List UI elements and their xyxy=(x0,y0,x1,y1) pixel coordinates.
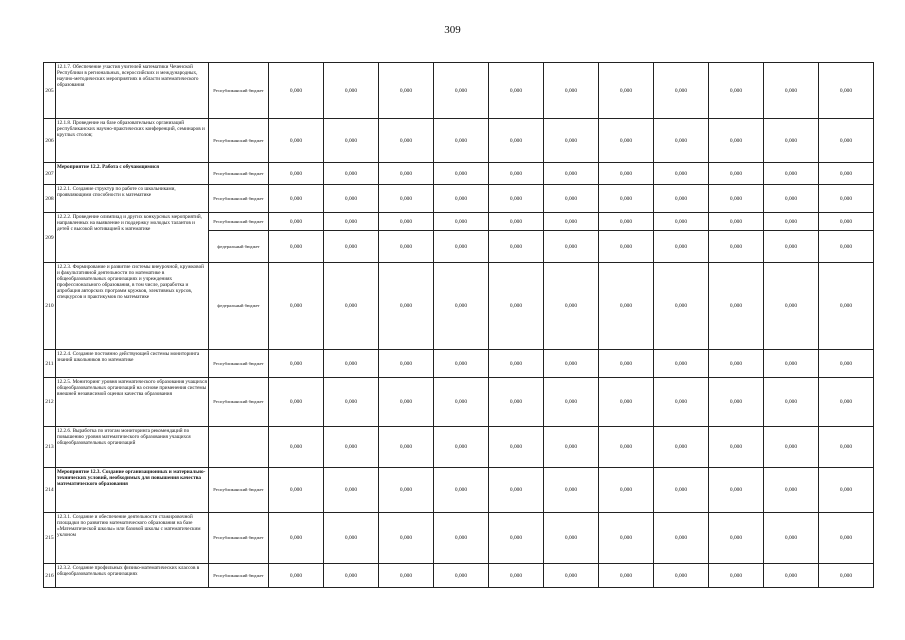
amount-cell: 0,000 xyxy=(434,468,489,513)
amount-cell: 0,000 xyxy=(434,163,489,185)
row-number: 215 xyxy=(44,513,56,564)
amount-cell: 0,000 xyxy=(324,119,379,163)
activity-name: Мероприятие 12.2. Работа с обучающимися xyxy=(56,163,209,185)
amount-cell: 0,000 xyxy=(379,427,434,468)
amount-cell: 0,000 xyxy=(599,513,654,564)
amount-cell: 0,000 xyxy=(819,468,874,513)
amount-cell: 0,000 xyxy=(819,427,874,468)
amount-cell: 0,000 xyxy=(544,427,599,468)
amount-cell: 0,000 xyxy=(324,378,379,427)
amount-cell: 0,000 xyxy=(764,231,819,263)
amount-cell: 0,000 xyxy=(654,231,709,263)
amount-cell: 0,000 xyxy=(819,119,874,163)
activity-name: 12.3.1. Создание и обеспечение деятельности стажировочной площадки по развитию математического образования на базе «Математической школы» или базовой школы с математическим уклоном xyxy=(56,513,209,564)
amount-cell: 0,000 xyxy=(324,185,379,213)
amount-cell: 0,000 xyxy=(324,231,379,263)
amount-cell: 0,000 xyxy=(819,564,874,588)
activity-name: 12.2.2. Проведение олимпиад и других конкурсных мероприятий, направленных на выявление и поддержку молодых талантов и детей с высокой мотивацией к математике xyxy=(56,213,209,263)
amount-cell: 0,000 xyxy=(324,564,379,588)
amount-cell: 0,000 xyxy=(764,263,819,350)
row-number: 206 xyxy=(44,119,56,163)
amount-cell: 0,000 xyxy=(269,119,324,163)
amount-cell: 0,000 xyxy=(654,185,709,213)
page-number: 309 xyxy=(444,24,461,36)
amount-cell: 0,000 xyxy=(489,213,544,231)
amount-cell: 0,000 xyxy=(599,163,654,185)
amount-cell: 0,000 xyxy=(324,427,379,468)
amount-cell: 0,000 xyxy=(379,513,434,564)
amount-cell: 0,000 xyxy=(544,119,599,163)
activity-name: 12.2.4. Создание постоянно действующей системы мониторинга знаний школьников по математике xyxy=(56,350,209,378)
amount-cell: 0,000 xyxy=(269,468,324,513)
funding-source: федеральный бюджет xyxy=(209,263,269,350)
amount-cell: 0,000 xyxy=(654,350,709,378)
amount-cell: 0,000 xyxy=(819,350,874,378)
amount-cell: 0,000 xyxy=(599,427,654,468)
amount-cell: 0,000 xyxy=(379,119,434,163)
table-row xyxy=(44,350,874,378)
amount-cell: 0,000 xyxy=(379,231,434,263)
funding-source: Республиканский бюджет xyxy=(209,513,269,564)
amount-cell: 0,000 xyxy=(654,378,709,427)
amount-cell: 0,000 xyxy=(709,564,764,588)
amount-cell: 0,000 xyxy=(544,185,599,213)
amount-cell: 0,000 xyxy=(654,263,709,350)
amount-cell: 0,000 xyxy=(379,213,434,231)
amount-cell: 0,000 xyxy=(489,468,544,513)
amount-cell: 0,000 xyxy=(819,231,874,263)
amount-cell: 0,000 xyxy=(269,213,324,231)
amount-cell: 0,000 xyxy=(269,564,324,588)
table-row xyxy=(44,468,874,513)
amount-cell: 0,000 xyxy=(489,119,544,163)
amount-cell: 0,000 xyxy=(489,185,544,213)
activity-name: 12.1.7. Обеспечение участия учителей математики Чеченской Республики в региональных, всероссийских и международных, научно-методических мероприятиях в области математического образования xyxy=(56,63,209,119)
amount-cell: 0,000 xyxy=(434,263,489,350)
amount-cell: 0,000 xyxy=(544,63,599,119)
funding-source: Республиканский бюджет xyxy=(209,163,269,185)
amount-cell: 0,000 xyxy=(544,263,599,350)
amount-cell: 0,000 xyxy=(599,185,654,213)
amount-cell: 0,000 xyxy=(544,213,599,231)
amount-cell: 0,000 xyxy=(489,231,544,263)
funding-source: Республиканский бюджет xyxy=(209,213,269,231)
amount-cell: 0,000 xyxy=(324,263,379,350)
amount-cell: 0,000 xyxy=(819,163,874,185)
activity-name: Мероприятие 12.3. Создание организационных и материально-технических условий, необходимых для повышения качества математического образования xyxy=(56,468,209,513)
table-row xyxy=(44,63,874,119)
amount-cell: 0,000 xyxy=(434,231,489,263)
amount-cell: 0,000 xyxy=(489,163,544,185)
amount-cell: 0,000 xyxy=(599,350,654,378)
amount-cell: 0,000 xyxy=(654,513,709,564)
amount-cell: 0,000 xyxy=(819,513,874,564)
funding-source: Республиканский бюджет xyxy=(209,185,269,213)
amount-cell: 0,000 xyxy=(709,231,764,263)
funding-source: Республиканский бюджет xyxy=(209,564,269,588)
row-number: 211 xyxy=(44,350,56,378)
amount-cell: 0,000 xyxy=(764,427,819,468)
amount-cell: 0,000 xyxy=(819,213,874,231)
amount-cell: 0,000 xyxy=(269,63,324,119)
amount-cell: 0,000 xyxy=(709,63,764,119)
funding-source: Республиканский бюджет xyxy=(209,468,269,513)
amount-cell: 0,000 xyxy=(709,213,764,231)
amount-cell: 0,000 xyxy=(764,119,819,163)
table-row xyxy=(44,427,874,468)
row-number: 216 xyxy=(44,564,56,588)
amount-cell: 0,000 xyxy=(379,468,434,513)
amount-cell: 0,000 xyxy=(489,378,544,427)
amount-cell: 0,000 xyxy=(599,564,654,588)
amount-cell: 0,000 xyxy=(709,163,764,185)
amount-cell: 0,000 xyxy=(544,378,599,427)
amount-cell: 0,000 xyxy=(269,163,324,185)
amount-cell: 0,000 xyxy=(434,213,489,231)
amount-cell: 0,000 xyxy=(379,185,434,213)
activity-name: 12.1.8. Проведение на базе образовательных организаций республиканских научно-практических конференций, семинаров и круглых столов; xyxy=(56,119,209,163)
amount-cell: 0,000 xyxy=(544,163,599,185)
amount-cell: 0,000 xyxy=(819,63,874,119)
amount-cell: 0,000 xyxy=(489,513,544,564)
funding-source xyxy=(209,427,269,468)
funding-source: Республиканский бюджет xyxy=(209,119,269,163)
amount-cell: 0,000 xyxy=(819,378,874,427)
amount-cell: 0,000 xyxy=(434,350,489,378)
amount-cell: 0,000 xyxy=(764,513,819,564)
amount-cell: 0,000 xyxy=(819,263,874,350)
amount-cell: 0,000 xyxy=(654,427,709,468)
amount-cell: 0,000 xyxy=(709,427,764,468)
amount-cell: 0,000 xyxy=(764,564,819,588)
amount-cell: 0,000 xyxy=(654,468,709,513)
amount-cell: 0,000 xyxy=(434,63,489,119)
table-row xyxy=(44,513,874,564)
activity-name: 12.2.5. Мониторинг уровня математического образования учащихся общеобразовательных организаций на основе применения системы внешней независимой оценки качества образования xyxy=(56,378,209,427)
amount-cell: 0,000 xyxy=(324,213,379,231)
amount-cell: 0,000 xyxy=(654,213,709,231)
amount-cell: 0,000 xyxy=(434,185,489,213)
amount-cell: 0,000 xyxy=(379,163,434,185)
amount-cell: 0,000 xyxy=(709,513,764,564)
row-number: 209 xyxy=(44,213,56,263)
amount-cell: 0,000 xyxy=(544,350,599,378)
amount-cell: 0,000 xyxy=(434,513,489,564)
amount-cell: 0,000 xyxy=(324,163,379,185)
amount-cell: 0,000 xyxy=(599,378,654,427)
amount-cell: 0,000 xyxy=(709,119,764,163)
amount-cell: 0,000 xyxy=(434,119,489,163)
amount-cell: 0,000 xyxy=(599,263,654,350)
amount-cell: 0,000 xyxy=(599,231,654,263)
amount-cell: 0,000 xyxy=(269,378,324,427)
amount-cell: 0,000 xyxy=(709,350,764,378)
row-number: 214 xyxy=(44,468,56,513)
amount-cell: 0,000 xyxy=(324,63,379,119)
amount-cell: 0,000 xyxy=(654,163,709,185)
amount-cell: 0,000 xyxy=(599,119,654,163)
table-row xyxy=(44,378,874,427)
table-row xyxy=(44,564,874,588)
amount-cell: 0,000 xyxy=(489,63,544,119)
amount-cell: 0,000 xyxy=(819,185,874,213)
amount-cell: 0,000 xyxy=(709,185,764,213)
amount-cell: 0,000 xyxy=(764,468,819,513)
amount-cell: 0,000 xyxy=(489,350,544,378)
amount-cell: 0,000 xyxy=(269,350,324,378)
amount-cell: 0,000 xyxy=(764,163,819,185)
amount-cell: 0,000 xyxy=(709,263,764,350)
amount-cell: 0,000 xyxy=(599,63,654,119)
amount-cell: 0,000 xyxy=(709,468,764,513)
amount-cell: 0,000 xyxy=(654,564,709,588)
table-row xyxy=(44,163,874,185)
amount-cell: 0,000 xyxy=(544,468,599,513)
amount-cell: 0,000 xyxy=(269,263,324,350)
row-number: 205 xyxy=(44,63,56,119)
activity-name: 12.2.3. Формирование и развитие системы внеурочной, кружковой и факультативной деятельности по математике в общеобразовательных организациях и учреждениях профессионального образования, в том числе, разработка и апробация авторских программ кружков, элективных курсов, спецкурсов и практикумов по математике xyxy=(56,263,209,350)
amount-cell: 0,000 xyxy=(269,427,324,468)
amount-cell: 0,000 xyxy=(379,63,434,119)
amount-cell: 0,000 xyxy=(324,350,379,378)
amount-cell: 0,000 xyxy=(379,263,434,350)
row-number: 210 xyxy=(44,263,56,350)
amount-cell: 0,000 xyxy=(489,564,544,588)
amount-cell: 0,000 xyxy=(434,427,489,468)
table-row xyxy=(44,263,874,350)
budget-table xyxy=(43,62,874,588)
amount-cell: 0,000 xyxy=(764,213,819,231)
amount-cell: 0,000 xyxy=(544,513,599,564)
amount-cell: 0,000 xyxy=(379,564,434,588)
funding-source: федеральный бюджет xyxy=(209,231,269,263)
row-number: 212 xyxy=(44,378,56,427)
row-number: 213 xyxy=(44,427,56,468)
amount-cell: 0,000 xyxy=(434,564,489,588)
amount-cell: 0,000 xyxy=(379,378,434,427)
amount-cell: 0,000 xyxy=(764,63,819,119)
funding-source: Республиканский бюджет xyxy=(209,63,269,119)
activity-name: 12.3.2. Создание профильных физико-математических классов в общеобразовательных организациях xyxy=(56,564,209,588)
amount-cell: 0,000 xyxy=(654,63,709,119)
amount-cell: 0,000 xyxy=(764,378,819,427)
amount-cell: 0,000 xyxy=(709,378,764,427)
amount-cell: 0,000 xyxy=(434,378,489,427)
amount-cell: 0,000 xyxy=(544,231,599,263)
row-number: 207 xyxy=(44,163,56,185)
amount-cell: 0,000 xyxy=(544,564,599,588)
amount-cell: 0,000 xyxy=(599,468,654,513)
activity-name: 12.2.6. Выработка по итогам мониторинга рекомендаций по повышению уровня математического образования учащихся общеобразовательных организаций xyxy=(56,427,209,468)
activity-name: 12.2.1. Создание структур по работе со школьниками, проявляющими способности к математике xyxy=(56,185,209,213)
budget-table-body xyxy=(44,63,874,588)
amount-cell: 0,000 xyxy=(324,468,379,513)
amount-cell: 0,000 xyxy=(489,427,544,468)
amount-cell: 0,000 xyxy=(269,185,324,213)
row-number: 208 xyxy=(44,185,56,213)
amount-cell: 0,000 xyxy=(269,231,324,263)
amount-cell: 0,000 xyxy=(269,513,324,564)
table-row xyxy=(44,213,874,231)
amount-cell: 0,000 xyxy=(599,213,654,231)
amount-cell: 0,000 xyxy=(324,513,379,564)
table-row xyxy=(44,185,874,213)
table-row xyxy=(44,119,874,163)
amount-cell: 0,000 xyxy=(379,350,434,378)
amount-cell: 0,000 xyxy=(489,263,544,350)
funding-source: Республиканский бюджет xyxy=(209,350,269,378)
amount-cell: 0,000 xyxy=(764,185,819,213)
funding-source: Республиканский бюджет xyxy=(209,378,269,427)
amount-cell: 0,000 xyxy=(764,350,819,378)
amount-cell: 0,000 xyxy=(654,119,709,163)
